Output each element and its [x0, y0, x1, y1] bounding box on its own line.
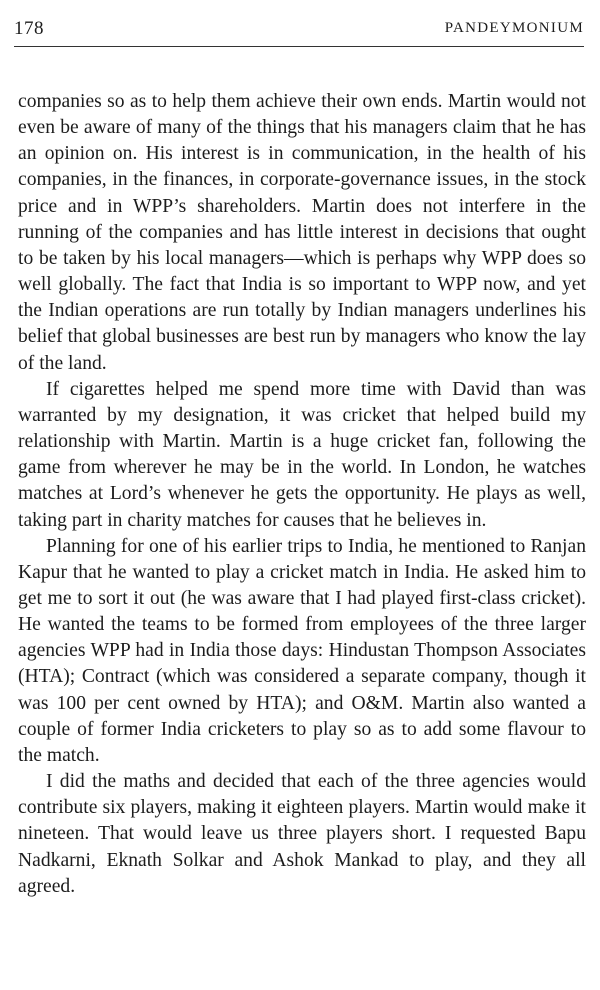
page-header	[14, 18, 584, 44]
paragraph: Planning for one of his earlier trips to India, he mentioned to Ranjan Kapur that he wanted to play a cricket match in India. He asked him to get me to sort it out (he was aware that I had played first-class cricket). He wanted the teams to be formed from employees of the three larger agencies WPP had in India those days: Hindustan Thompson Associates (HTA); Contract (which was considered a separate company, though it was 100 per cent owned by HTA); and O&M. Martin also wanted a couple of former India cricketers to play so as to add some flavour to the match.	[18, 535, 586, 766]
page-number: 178	[14, 18, 44, 39]
header-rule	[14, 46, 584, 47]
paragraph: I did the maths and decided that each of the three agencies would contribute six players, making it eighteen players. Martin would make it nineteen. That would leave us three players short. I requested Bapu Nadkarni, Eknath Solkar and Ashok Mankad to play, and they all agreed.	[18, 771, 586, 897]
body-text	[18, 89, 586, 900]
paragraph-continued: companies so as to help them achieve their own ends. Martin would not even be aware of many of the things that his managers claim that he has an opinion on. His interest is in communication, in the health of his companies, in the finances, in corporate-governance issues, in the stock price and in WPP’s shareholders. Martin does not interfere in the running of the companies and has little interest in decisions that ought to be taken by his local managers—which is perhaps why WPP does so well globally. The fact that India is so important to WPP now, and yet the Indian operations are run totally by Indian managers underlines his belief that global businesses are best run by managers who know the lay of the land.	[18, 91, 586, 374]
running-title: PANDEYMONIUM	[444, 20, 584, 36]
paragraph: If cigarettes helped me spend more time with David than was warranted by my designation, it was cricket that helped build my relationship with Martin. Martin is a huge cricket fan, following the game from wherever he may be in the world. In London, he watches matches at Lord’s whenever he gets the opportunity. He plays as well, taking part in charity matches for causes that he believes in.	[18, 378, 586, 531]
